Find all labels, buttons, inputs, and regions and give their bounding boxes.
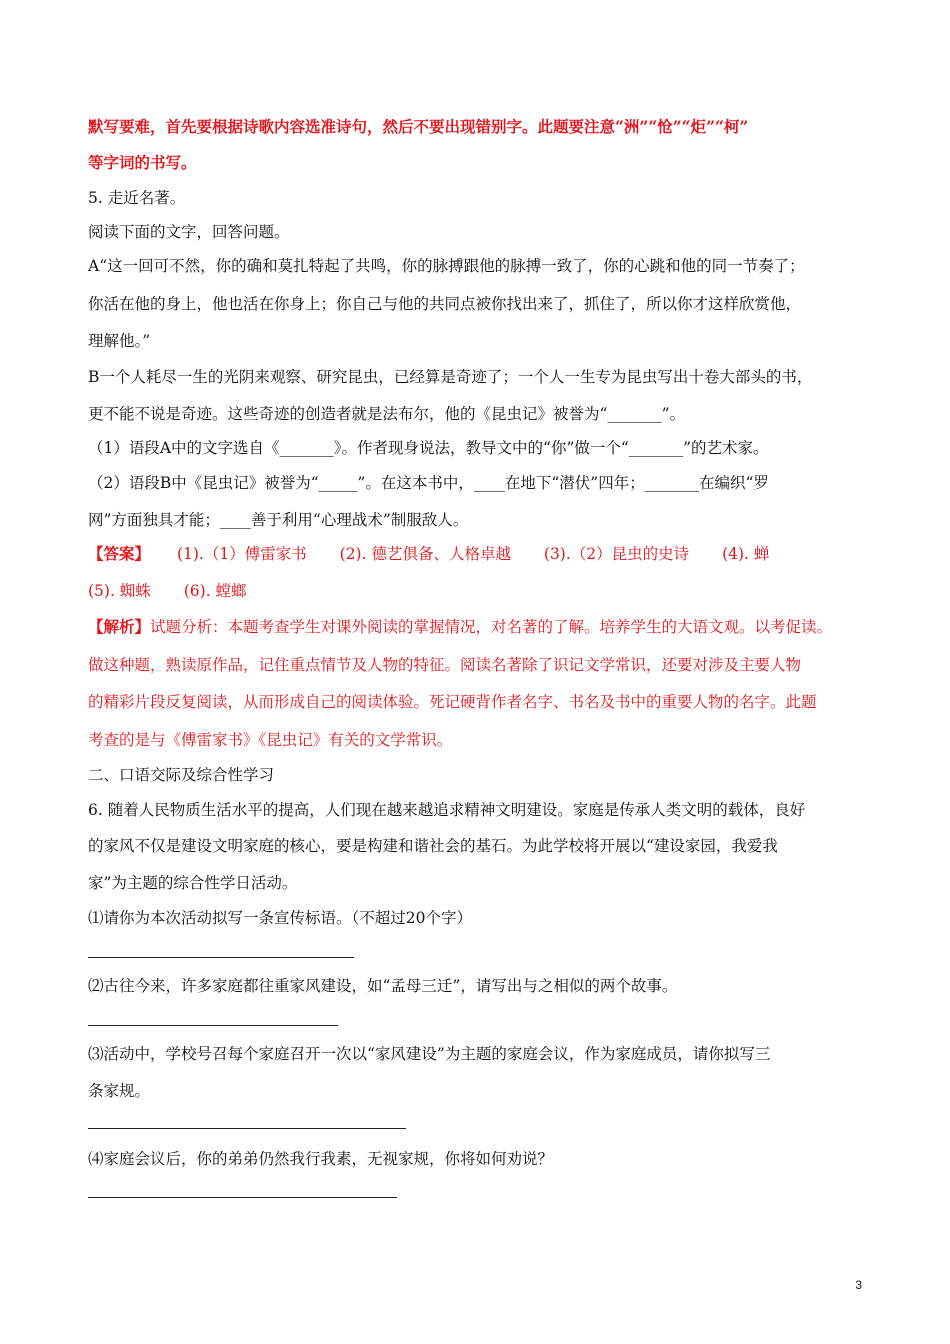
question-6-4: ⑷家庭会议后，你的弟弟仍然我行我素，无视家规，你将如何劝说？ (88, 1150, 554, 1168)
passage-b-line-1: B一个人耗尽一生的光阴来观察、研究昆虫，已经算是奇迹了；一个人一生专为昆虫写出十卷大部头的书， (88, 368, 813, 386)
sub-question-2-line-1: （2）语段B中《昆虫记》被誉为“_____”。在这本书中，____在地下“潜伏”四年；_______在编织“罗 (88, 474, 769, 492)
answer-item-6: (6). 螳螂 (183, 582, 247, 600)
question-6-line-2: 的家风不仅是建设文明家庭的核心，要是构建和谐社会的基石。为此学校将开展以“建设家园，我爱我 (88, 837, 778, 855)
answer-line-1 (88, 544, 769, 564)
analysis-line-4: 考查的是与《傅雷家书》《昆虫记》有关的文学常识。 (88, 731, 453, 749)
sub-question-1: （1）语段A中的文字选自《_______》。作者现身说法，教导文中的“你”做一个“_______”的艺术家。 (88, 439, 769, 457)
question-6-line-3: 家”为主题的综合性学日活动。 (88, 874, 298, 892)
passage-a-line-1: A“这一回可不然，你的确和莫扎特起了共鸣，你的脉搏跟他的脉搏一致了，你的心跳和他的同一节奏了； (88, 257, 805, 275)
passage-a-line-2: 你活在他的身上，他也活在你身上；你自己与他的共同点被你找出来了，抓住了，所以你才这样欣赏他， (88, 295, 802, 313)
passage-a-line-3: 理解他。” (88, 332, 151, 350)
answer-blank-6-4 (88, 1197, 397, 1198)
analysis-line-1 (88, 617, 832, 637)
question-6-1: ⑴请你为本次活动拟写一条宣传标语。（不超过20个字） (88, 909, 472, 927)
answer-item-4: (4). 蝉 (722, 545, 770, 563)
page-number: 3 (855, 1278, 862, 1292)
question-6-line-1: 6. 随着人民物质生活水平的提高，人们现在越来越追求精神文明建设。家庭是传承人类文明的载体，良好 (88, 801, 806, 819)
answer-item-2: (2). 德艺俱备、人格卓越 (339, 545, 511, 563)
analysis-text-1: 试题分析：本题考查学生对课外阅读的掌握情况，对名著的了解。培养学生的大语文观。以考促读。 (150, 618, 833, 636)
question-6-2: ⑵古往今来，许多家庭都往重家风建设，如“孟母三迁”，请写出与之相似的两个故事。 (88, 977, 678, 995)
question-5-title: 5. 走近名著。 (88, 189, 186, 207)
section-2-heading: 二、口语交际及综合性学习 (88, 766, 275, 784)
analysis-label: 【解析】 (88, 617, 151, 636)
answer-blank-6-1 (88, 957, 354, 958)
analysis-line-3: 的精彩片段反复阅读，从而形成自己的阅读体验。死记硬背作者名字、书名及书中的重要人物的名字。此题 (88, 693, 817, 711)
question-6-3-line-1: ⑶活动中，学校号召每个家庭召开一次以“家风建设”为主题的家庭会议，作为家庭成员，请你拟写三 (88, 1045, 771, 1063)
question-5-intro: 阅读下面的文字，回答问题。 (88, 223, 290, 241)
question-6-3-line-2: 条家规。 (88, 1082, 151, 1100)
sub-question-2-line-2: 网”方面独具才能；____善于利用“心理战术”制服敌人。 (88, 511, 469, 529)
answer-blank-6-3 (88, 1128, 406, 1129)
analysis-continued-line-1: 默写要难，首先要根据诗歌内容选准诗句，然后不要出现错别字。此题要注意“洲”“怆”“炬”“柯” (88, 117, 749, 136)
analysis-continued-line-2: 等字词的书写。 (88, 153, 197, 172)
answer-line-2 (88, 581, 247, 601)
analysis-line-2: 做这种题，熟读原作品，记住重点情节及人物的特征。阅读名著除了识记文学常识，还要对涉及主要人物 (88, 656, 802, 674)
answer-blank-6-2 (88, 1025, 338, 1026)
answer-label: 【答案】 (88, 544, 151, 563)
answer-item-5: (5). 蜘蛛 (88, 582, 151, 600)
answer-item-1: (1).（1）傅雷家书 (176, 545, 307, 563)
passage-b-line-2: 更不能不说是奇迹。这些奇迹的创造者就是法布尔，他的《昆虫记》被誉为“_______”。 (88, 405, 686, 423)
answer-item-3: (3).（2）昆虫的史诗 (543, 545, 690, 563)
